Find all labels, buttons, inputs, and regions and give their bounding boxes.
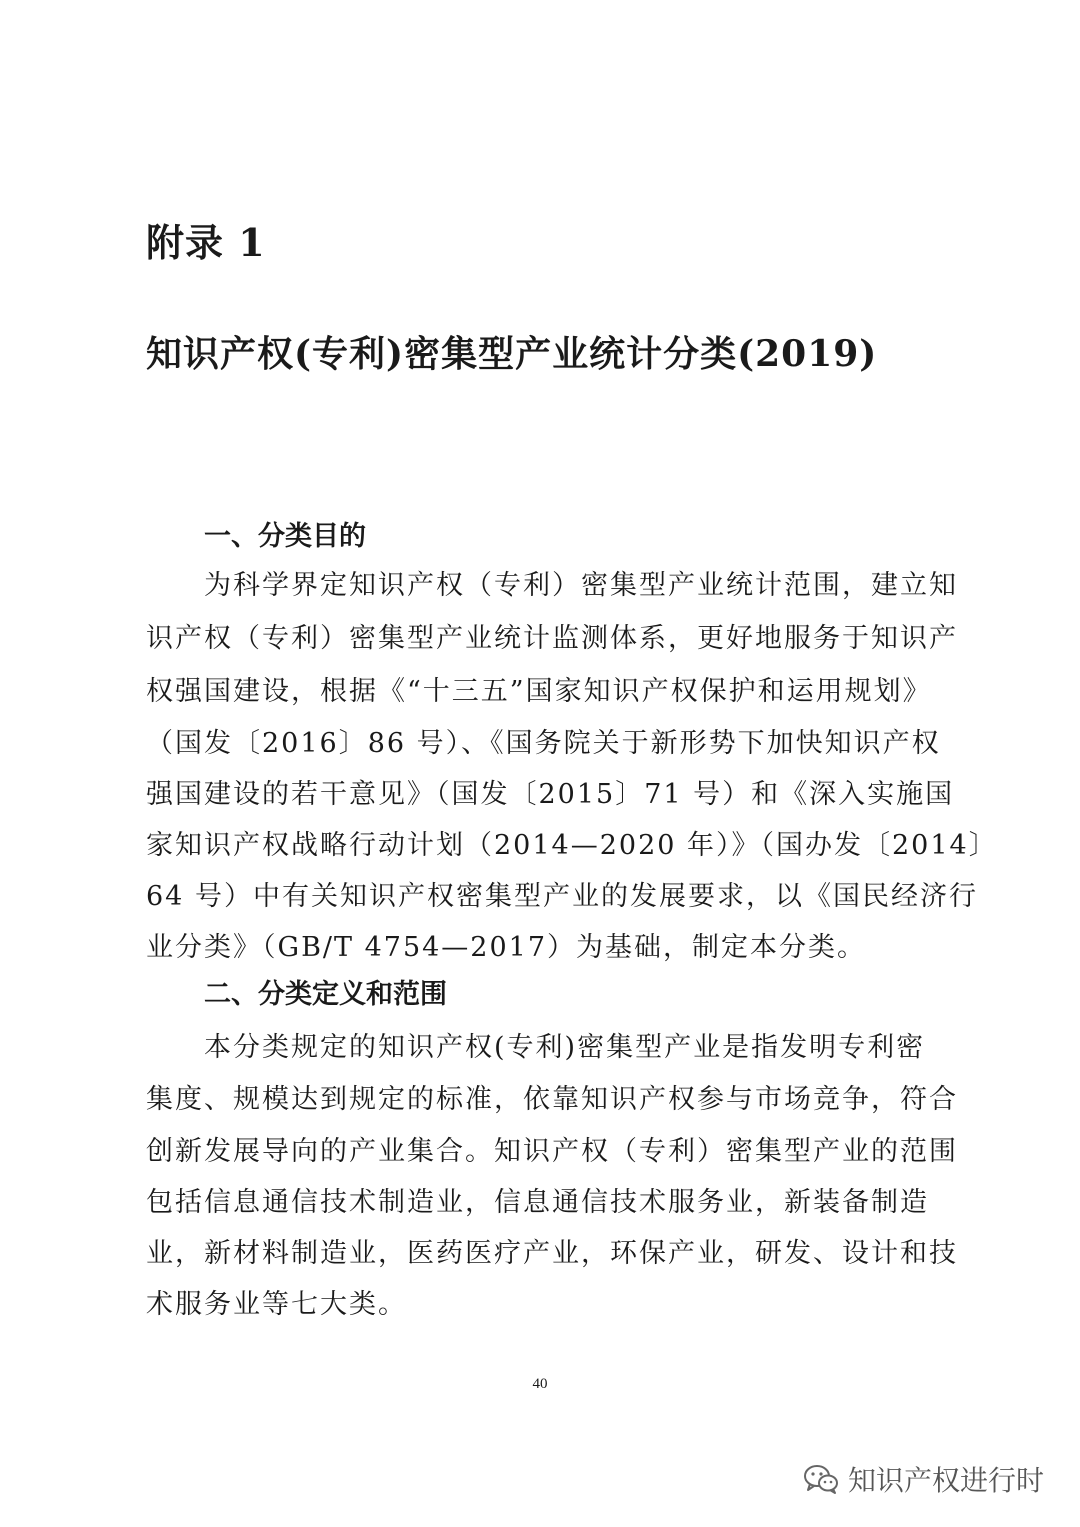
page-number: 40 [532,1376,548,1392]
paragraph-line: 权强国建设，根据《“十三五”国家知识产权保护和运用规划》 [146,676,932,707]
watermark [802,1459,1044,1499]
paragraph-line: 集度、规模达到规定的标准，依靠知识产权参与市场竞争，符合 [146,1084,958,1115]
paragraph-line: 本分类规定的知识产权(专利)密集型产业是指发明专利密 [204,1032,926,1063]
section-heading-purpose: 一、分类目的 [204,521,366,552]
section-heading-definition: 二、分类定义和范围 [204,979,447,1010]
paragraph-line: 包括信息通信技术制造业，信息通信技术服务业，新装备制造 [146,1187,929,1218]
wechat-icon [802,1463,840,1495]
paragraph-line: 业，新材料制造业，医药医疗产业，环保产业，研发、设计和技 [146,1238,958,1269]
paragraph-line: 识产权（专利）密集型产业统计监测体系，更好地服务于知识产 [146,623,958,654]
paragraph-line: 术服务业等七大类。 [146,1289,407,1320]
paragraph-line: 业分类》（GB/T 4754—2017）为基础，制定本分类。 [146,932,867,963]
paragraph-line: 为科学界定知识产权（专利）密集型产业统计范围，建立知 [204,570,958,601]
paragraph-line: （国发〔2016〕86 号）、《国务院关于新形势下加快知识产权 [146,728,941,759]
watermark-text: 知识产权进行时 [847,1464,1044,1497]
appendix-label: 附录 1 [146,220,266,265]
paragraph-line: 家知识产权战略行动计划（2014—2020 年）》（国办发〔2014〕 [146,830,998,861]
paragraph-line: 创新发展导向的产业集合。知识产权（专利）密集型产业的范围 [146,1136,958,1167]
paragraph-line: 强国建设的若干意见》（国发〔2015〕71 号）和《深入实施国 [146,779,955,810]
document-title: 知识产权(专利)密集型产业统计分类(2019) [146,333,878,375]
paragraph-line: 64 号）中有关知识产权密集型产业的发展要求，以《国民经济行 [146,881,978,912]
